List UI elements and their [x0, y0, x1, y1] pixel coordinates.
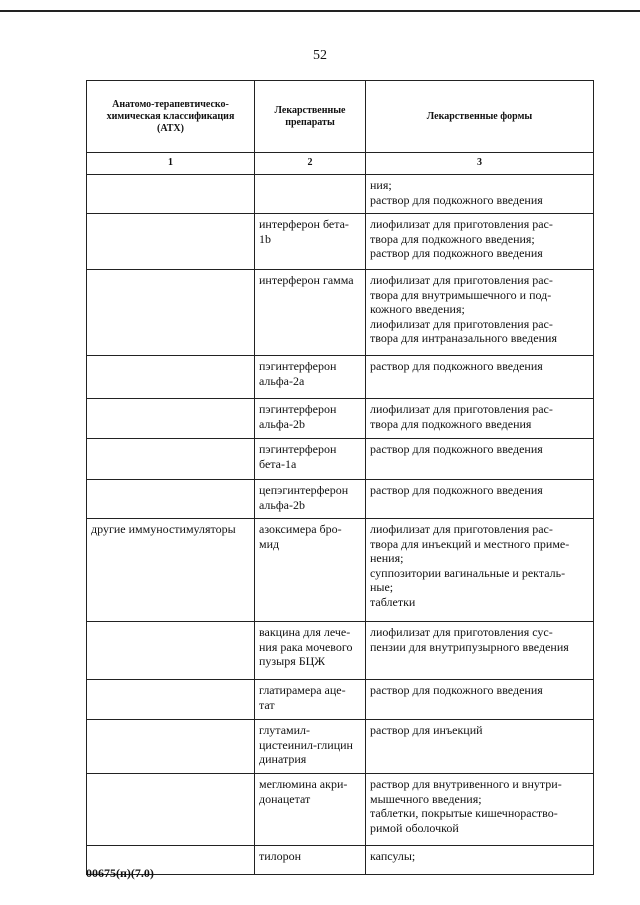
drug-table [86, 80, 594, 875]
column-number-row [87, 153, 594, 175]
document-code: 00675(п)(7.0) [86, 866, 154, 880]
top-rule [0, 10, 640, 12]
table-row [87, 519, 594, 622]
table-row [87, 774, 594, 846]
forms-cell: раствор для подкожного введения [366, 439, 594, 480]
atc-cell [87, 480, 255, 519]
table-row [87, 846, 594, 875]
atc-cell [87, 399, 255, 439]
forms-cell: раствор для подкожного введения [366, 680, 594, 720]
table-row [87, 680, 594, 720]
forms-cell: лиофилизат для приготовления сус- пензии для внутрипузырного введения [366, 622, 594, 680]
drug-cell: тилорон [255, 846, 366, 875]
atc-cell [87, 680, 255, 720]
drug-cell: пэгинтерферон бета-1а [255, 439, 366, 480]
forms-cell: лиофилизат для приготовления рас- твора для подкожного введения; раствор для подкожного введения [366, 214, 594, 270]
table-row [87, 214, 594, 270]
header-atc: Анатомо-терапевтическо- химическая классификация (АТХ) [87, 81, 255, 153]
table-row [87, 356, 594, 399]
drug-cell [255, 175, 366, 214]
drug-cell: глутамил- цистеинил-глицин динатрия [255, 720, 366, 774]
forms-cell: лиофилизат для приготовления рас- твора для инъекций и местного приме- нения; суппозитории вагинальные и ректаль- ные; таблетки [366, 519, 594, 622]
drug-cell: глатирамера аце- тат [255, 680, 366, 720]
drug-cell: интерферон бета- 1b [255, 214, 366, 270]
atc-cell [87, 356, 255, 399]
header-forms: Лекарственные формы [366, 81, 594, 153]
table-row [87, 720, 594, 774]
table-row [87, 399, 594, 439]
forms-cell: ния; раствор для подкожного введения [366, 175, 594, 214]
table-row [87, 439, 594, 480]
drug-cell: цепэгинтерферон альфа-2b [255, 480, 366, 519]
atc-cell [87, 774, 255, 846]
header-row [87, 81, 594, 153]
page-number: 52 [313, 48, 327, 63]
forms-cell: капсулы; [366, 846, 594, 875]
forms-cell: раствор для инъекций [366, 720, 594, 774]
drug-cell: пэгинтерферон альфа-2а [255, 356, 366, 399]
atc-cell: другие иммуностимуляторы [87, 519, 255, 622]
atc-cell [87, 214, 255, 270]
atc-cell [87, 622, 255, 680]
table-row [87, 480, 594, 519]
column-number: 1 [87, 153, 255, 175]
atc-cell [87, 175, 255, 214]
drug-cell: азоксимера бро- мид [255, 519, 366, 622]
column-number: 3 [366, 153, 594, 175]
column-number: 2 [255, 153, 366, 175]
atc-cell [87, 270, 255, 356]
header-drugs: Лекарственные препараты [255, 81, 366, 153]
forms-cell: лиофилизат для приготовления рас- твора для внутримышечного и под- кожного введения; лиофилизат для приготовления рас- твора для интраназального введения [366, 270, 594, 356]
drug-cell: пэгинтерферон альфа-2b [255, 399, 366, 439]
forms-cell: раствор для внутривенного и внутри- мышечного введения; таблетки, покрытые кишечнораство- римой оболочкой [366, 774, 594, 846]
forms-cell: лиофилизат для приготовления рас- твора для подкожного введения [366, 399, 594, 439]
table-row [87, 175, 594, 214]
table-row [87, 270, 594, 356]
forms-cell: раствор для подкожного введения [366, 356, 594, 399]
drug-cell: вакцина для лече- ния рака мочевого пузыря БЦЖ [255, 622, 366, 680]
forms-cell: раствор для подкожного введения [366, 480, 594, 519]
drug-cell: меглюмина акри- донацетат [255, 774, 366, 846]
table-row [87, 622, 594, 680]
atc-cell [87, 439, 255, 480]
atc-cell [87, 720, 255, 774]
drug-cell: интерферон гамма [255, 270, 366, 356]
